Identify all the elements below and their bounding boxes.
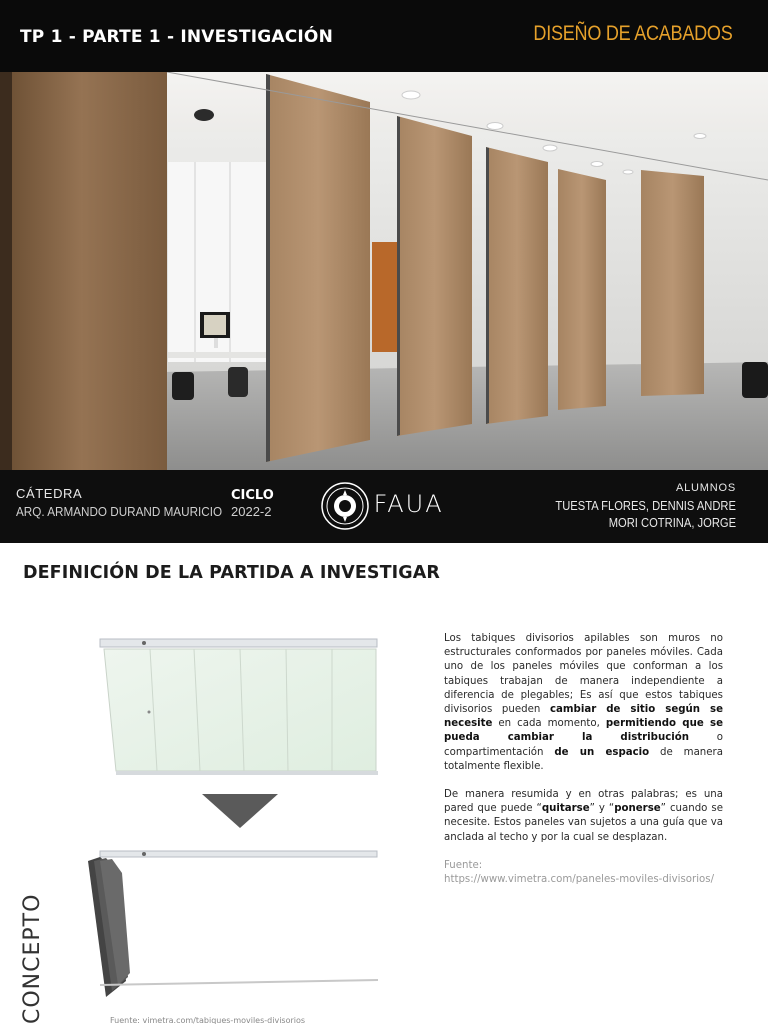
stacked-partition-illustration	[88, 851, 378, 997]
university-seal-icon	[320, 481, 370, 531]
body-text-segment: o compartimentación	[444, 732, 723, 758]
student-name: TUESTA FLORES, DENNIS ANDRE	[555, 498, 736, 513]
emphasis-text: ponerse	[614, 803, 661, 815]
source-link[interactable]: https://www.vimetra.com/paneles-moviles-divisorios/	[444, 874, 715, 886]
body-text-segment: en cada momento,	[492, 718, 606, 730]
document-title: TP 1 - PARTE 1 - INVESTIGACIÓN	[20, 27, 334, 47]
header-bar	[0, 0, 768, 72]
paragraph-1	[444, 632, 723, 774]
hero-image	[0, 72, 768, 470]
concept-vertical-label: CONCEPTO	[20, 893, 45, 1024]
description-text	[444, 632, 723, 901]
arrow-down-icon	[202, 794, 278, 828]
image-caption: Fuente: vimetra.com/tabiques-moviles-divisorios	[110, 1016, 306, 1024]
closed-partition-illustration	[100, 639, 378, 775]
body-text-segment: De manera resumida y en otras palabras; es una pared que puede “	[444, 789, 723, 815]
student-name: MORI COTRINA, JORGE	[608, 515, 736, 530]
course-name: DISEÑO DE ACABADOS	[532, 22, 732, 45]
emphasis-text: quitarse	[541, 803, 590, 815]
emphasis-text: permitiendo que se pueda cambiar la distribución	[444, 718, 723, 744]
body-text-segment: ” y “	[589, 803, 615, 815]
ciclo-value: 2022-2	[231, 504, 272, 519]
section-heading: DEFINICIÓN DE LA PARTIDA A INVESTIGAR	[23, 563, 440, 583]
info-bar	[0, 470, 768, 543]
source-label: Fuente:	[444, 859, 483, 871]
paragraph-2	[444, 788, 723, 845]
body-text-segment: ” cuando se necesite. Estos paneles van sujetos a una guía que va anclada al techo y por la cual se desplazan.	[444, 803, 723, 843]
ciclo-label: CICLO	[231, 488, 274, 503]
catedra-name: ARQ. ARMANDO DURAND MAURICIO	[16, 504, 223, 519]
body-text-segment: Los tabiques divisorios apilables son muros no estructurales conformados por paneles móviles. Cada uno de los paneles móviles que conforman a los tabiques trabajan de manera independiente a diferencia de plegables; Es así que estos tabiques divisorios pueden	[444, 633, 723, 716]
emphasis-text: cambiar de sitio según se necesite	[444, 704, 724, 730]
faua-logo: ·FAUA	[364, 490, 444, 518]
catedra-label: CÁTEDRA	[16, 486, 83, 501]
partition-diagram	[60, 625, 400, 1024]
emphasis-text: de un espacio	[554, 746, 650, 758]
body-text-segment: de manera totalmente flexible.	[444, 746, 723, 772]
alumnos-label: ALUMNOS	[676, 482, 736, 494]
